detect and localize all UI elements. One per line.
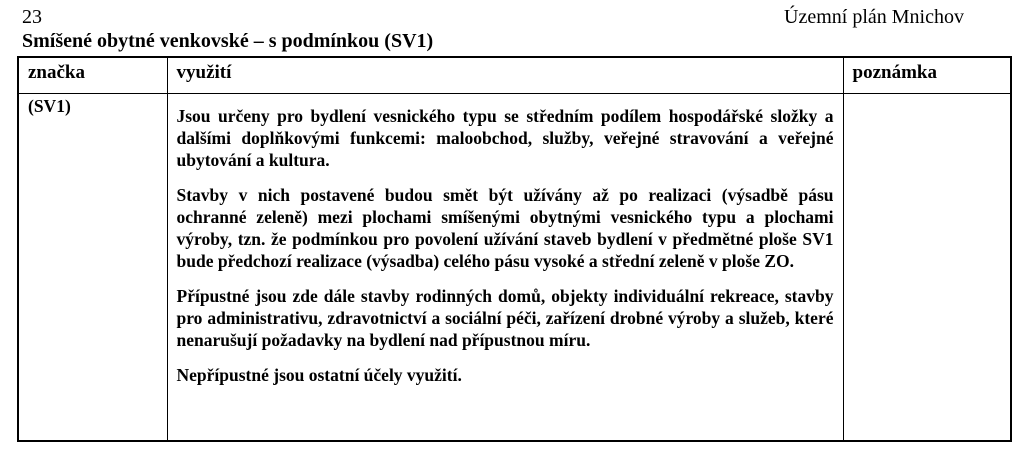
page-header	[22, 6, 964, 28]
table-header-row	[18, 57, 1011, 94]
document-title: Územní plán Mnichov	[784, 6, 964, 28]
section-title: Smíšené obytné venkovské – s podmínkou (SV1)	[22, 30, 434, 52]
cell-poznamka	[843, 94, 1011, 442]
vyuziti-paragraph-1: Jsou určeny pro bydlení vesnického typu se středním podílem hospodářské složky a dalšími doplňkovými funkcemi: maloobchod, služby, veřejné stravování a veřejné ubytování a kultura.	[176, 106, 834, 170]
page-number: 23	[22, 6, 42, 28]
table-row	[18, 94, 1011, 442]
column-header-vyuziti: využití	[167, 57, 843, 94]
vyuziti-paragraph-3: Přípustné jsou zde dále stavby rodinných domů, objekty individuální rekreace, stavby pro administrativu, zdravotnictví a sociální péči, zařízení drobné výroby a služeb, které nenarušují požadavky na bydlení nad přípustnou míru.	[176, 286, 834, 350]
cell-znacka: (SV1)	[18, 94, 167, 442]
zoning-table	[17, 56, 1012, 442]
vyuziti-paragraph-4: Nepřípustné jsou ostatní účely využití.	[176, 365, 462, 385]
column-header-znacka: značka	[18, 57, 167, 94]
vyuziti-paragraph-2: Stavby v nich postavené budou smět být užívány až po realizaci (výsadbě pásu ochranné zeleně) mezi plochami smíšenými obytnými vesnického typu a plochami výroby, tzn. že podmínkou pro povolení užívání staveb bydlení v předmětné ploše SV1 bude předchozí realizace (výsadba) celého pásu vysoké a střední zeleně v ploše ZO.	[176, 185, 834, 271]
column-header-poznamka: poznámka	[843, 57, 1011, 94]
cell-vyuziti	[167, 94, 843, 442]
